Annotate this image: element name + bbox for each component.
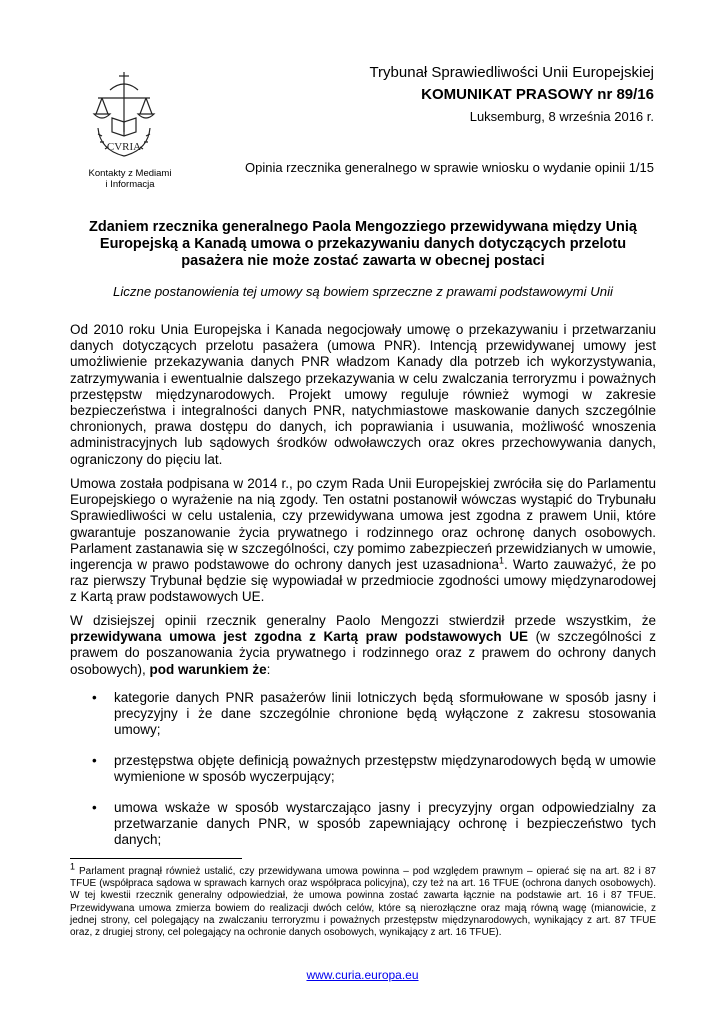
- bullet-icon: •: [92, 753, 97, 768]
- footnote-number: 1: [70, 861, 76, 872]
- paragraph-2: [70, 476, 656, 606]
- logo-text: CVRIA: [106, 141, 142, 153]
- paragraph-3-text-a: W dzisiejszej opinii rzecznik generalny Paolo Mengozzi stwierdził przede wszystkim, że: [70, 613, 656, 628]
- list-item: umowa wskaże w sposób wystarczająco jasny i precyzyjny organ odpowiedzialny za przetwarzanie danych PNR, w sposób zapewniający ochronę i bezpieczeństwo tych danych;: [114, 800, 656, 848]
- page-title: Zdaniem rzecznika generalnego Paola Mengozziego przewidywana między Unią Europejską a Kanadą umowa o przekazywaniu danych dotyczących przelotu pasażera nie może zostać zawarta w obecnej postaci: [89, 219, 637, 269]
- page-subtitle: Liczne postanowienia tej umowy są bowiem sprzeczne z prawami podstawowymi Unii: [113, 284, 613, 299]
- footnote-text: Parlament pragnął również ustalić, czy przewidywana umowa powinna – pod względem prawnym – opierać się na art. 82 i 87 TFUE (współpraca sądowa w sprawach karnych oraz współpraca policyjna), czy też na art. 16 TFUE (ochrona danych osobowych). W tej kwestii rzecznik generalny odpowiedział, że umowa powinna zostać zawarta łącznie na podstawie art. 16 i 87 TFUE. Przewidywana umowa zmierza bowiem do realizacji dwóch celów, które są nierozłączne oraz mają równą wagę (mianowicie, z jednej strony, cel polegający na zwalczaniu terroryzmu i poważnych przestępstw międzynarodowych, wynikający z art. 87 TFUE oraz, z drugiej strony, cel polegający na ochronie danych osobowych, wynikający z art. 16 TFUE).: [70, 866, 656, 939]
- contact-line-2: i Informacja: [105, 179, 155, 190]
- bullet-icon: •: [92, 800, 97, 815]
- footnote-divider: [70, 858, 242, 859]
- footnote-ref: 1: [498, 555, 504, 566]
- paragraph-3-text-c: :: [266, 661, 271, 677]
- bullet-icon: •: [92, 690, 97, 705]
- paragraph-3: [70, 613, 656, 678]
- paragraph-2-text-b: . Warto zauważyć, że po raz pierwszy Trybunał będzie się wypowiadał w przedmiocie zgodności umowy międzynarodowej z Kartą praw podstawowych UE.: [70, 557, 656, 605]
- paragraph-2-text-a: Umowa została podpisana w 2014 r., po czym Rada Unii Europejskiej zwróciła się do Parlamentu Europejskiego o wyrażenie na nią zgody. Ten ostatni postanowił wówczas wystąpić do Trybunału Sprawiedliwości w celu ustalenia, czy przewidywana umowa jest zgodna z prawem Unii, które gwarantuje poszanowanie życia prywatnego i rodzinnego oraz ochronę danych osobowych. Parlament zastanawia się w szczególności, czy pomimo zabezpieczeń przewidzianych w umowie, ingerencja w prawo podstawowe do ochrony danych jest uzasadniona: [70, 476, 656, 573]
- media-contact-label: [80, 168, 180, 190]
- footnote: [70, 861, 656, 939]
- contact-line-1: Kontakty z Mediami: [88, 168, 172, 179]
- place-date: Luksemburg, 8 września 2016 r.: [469, 109, 654, 124]
- list-item: przestępstwa objęte definicją poważnych przestępstw międzynarodowych będą w umowie wymienione w sposób wyczerpujący;: [114, 753, 656, 785]
- opinion-line: Opinia rzecznika generalnego w sprawie wniosku o wydanie opinii 1/15: [244, 160, 654, 175]
- press-release-number: KOMUNIKAT PRASOWY nr 89/16: [421, 86, 654, 103]
- paragraph-3-bold-2: pod warunkiem że: [149, 661, 267, 677]
- list-item: kategorie danych PNR pasażerów linii lotniczych będą sformułowane w sposób jasny i precyzyjny i że dane szczególnie chronione będą wyłączone z zakresu stosowania umowy;: [114, 690, 656, 738]
- paragraph-3-bold-1: przewidywana umowa jest zgodna z Kartą praw podstawowych UE: [70, 629, 529, 645]
- paragraph-1: Od 2010 roku Unia Europejska i Kanada negocjowały umowę o przekazywaniu i przetwarzaniu danych dotyczących przelotu pasażera (umowa PNR). Intencją przewidywanej umowy jest umożliwienie przekazywania danych PNR władzom Kanady dla potrzeb ich wykorzystywania, zatrzymywania i ewentualnie dalszego przekazywania w celu zwalczania terroryzmu i poważnych przestępstw międzynarodowych. Projekt umowy reguluje również wymogi w zakresie bezpieczeństwa i integralności danych PNR, natychmiastowe maskowanie danych szczególnie chronionych, prawa dostępu do danych, ich poprawiania i usuwania, możliwość wnoszenia administracyjnych lub sądowych środków odwoławczych oraz okres przechowywania danych, ograniczony do pięciu lat.: [70, 322, 656, 467]
- curia-website-link[interactable]: www.curia.europa.eu: [306, 968, 419, 982]
- paragraph-3-text-b: (w szczególności z prawem do poszanowania życia prywatnego i rodzinnego oraz z prawem do ochrony danych osobowych),: [70, 629, 656, 677]
- curia-scales-logo-icon: [90, 70, 158, 164]
- court-name: Trybunał Sprawiedliwości Unii Europejskiej: [369, 64, 654, 81]
